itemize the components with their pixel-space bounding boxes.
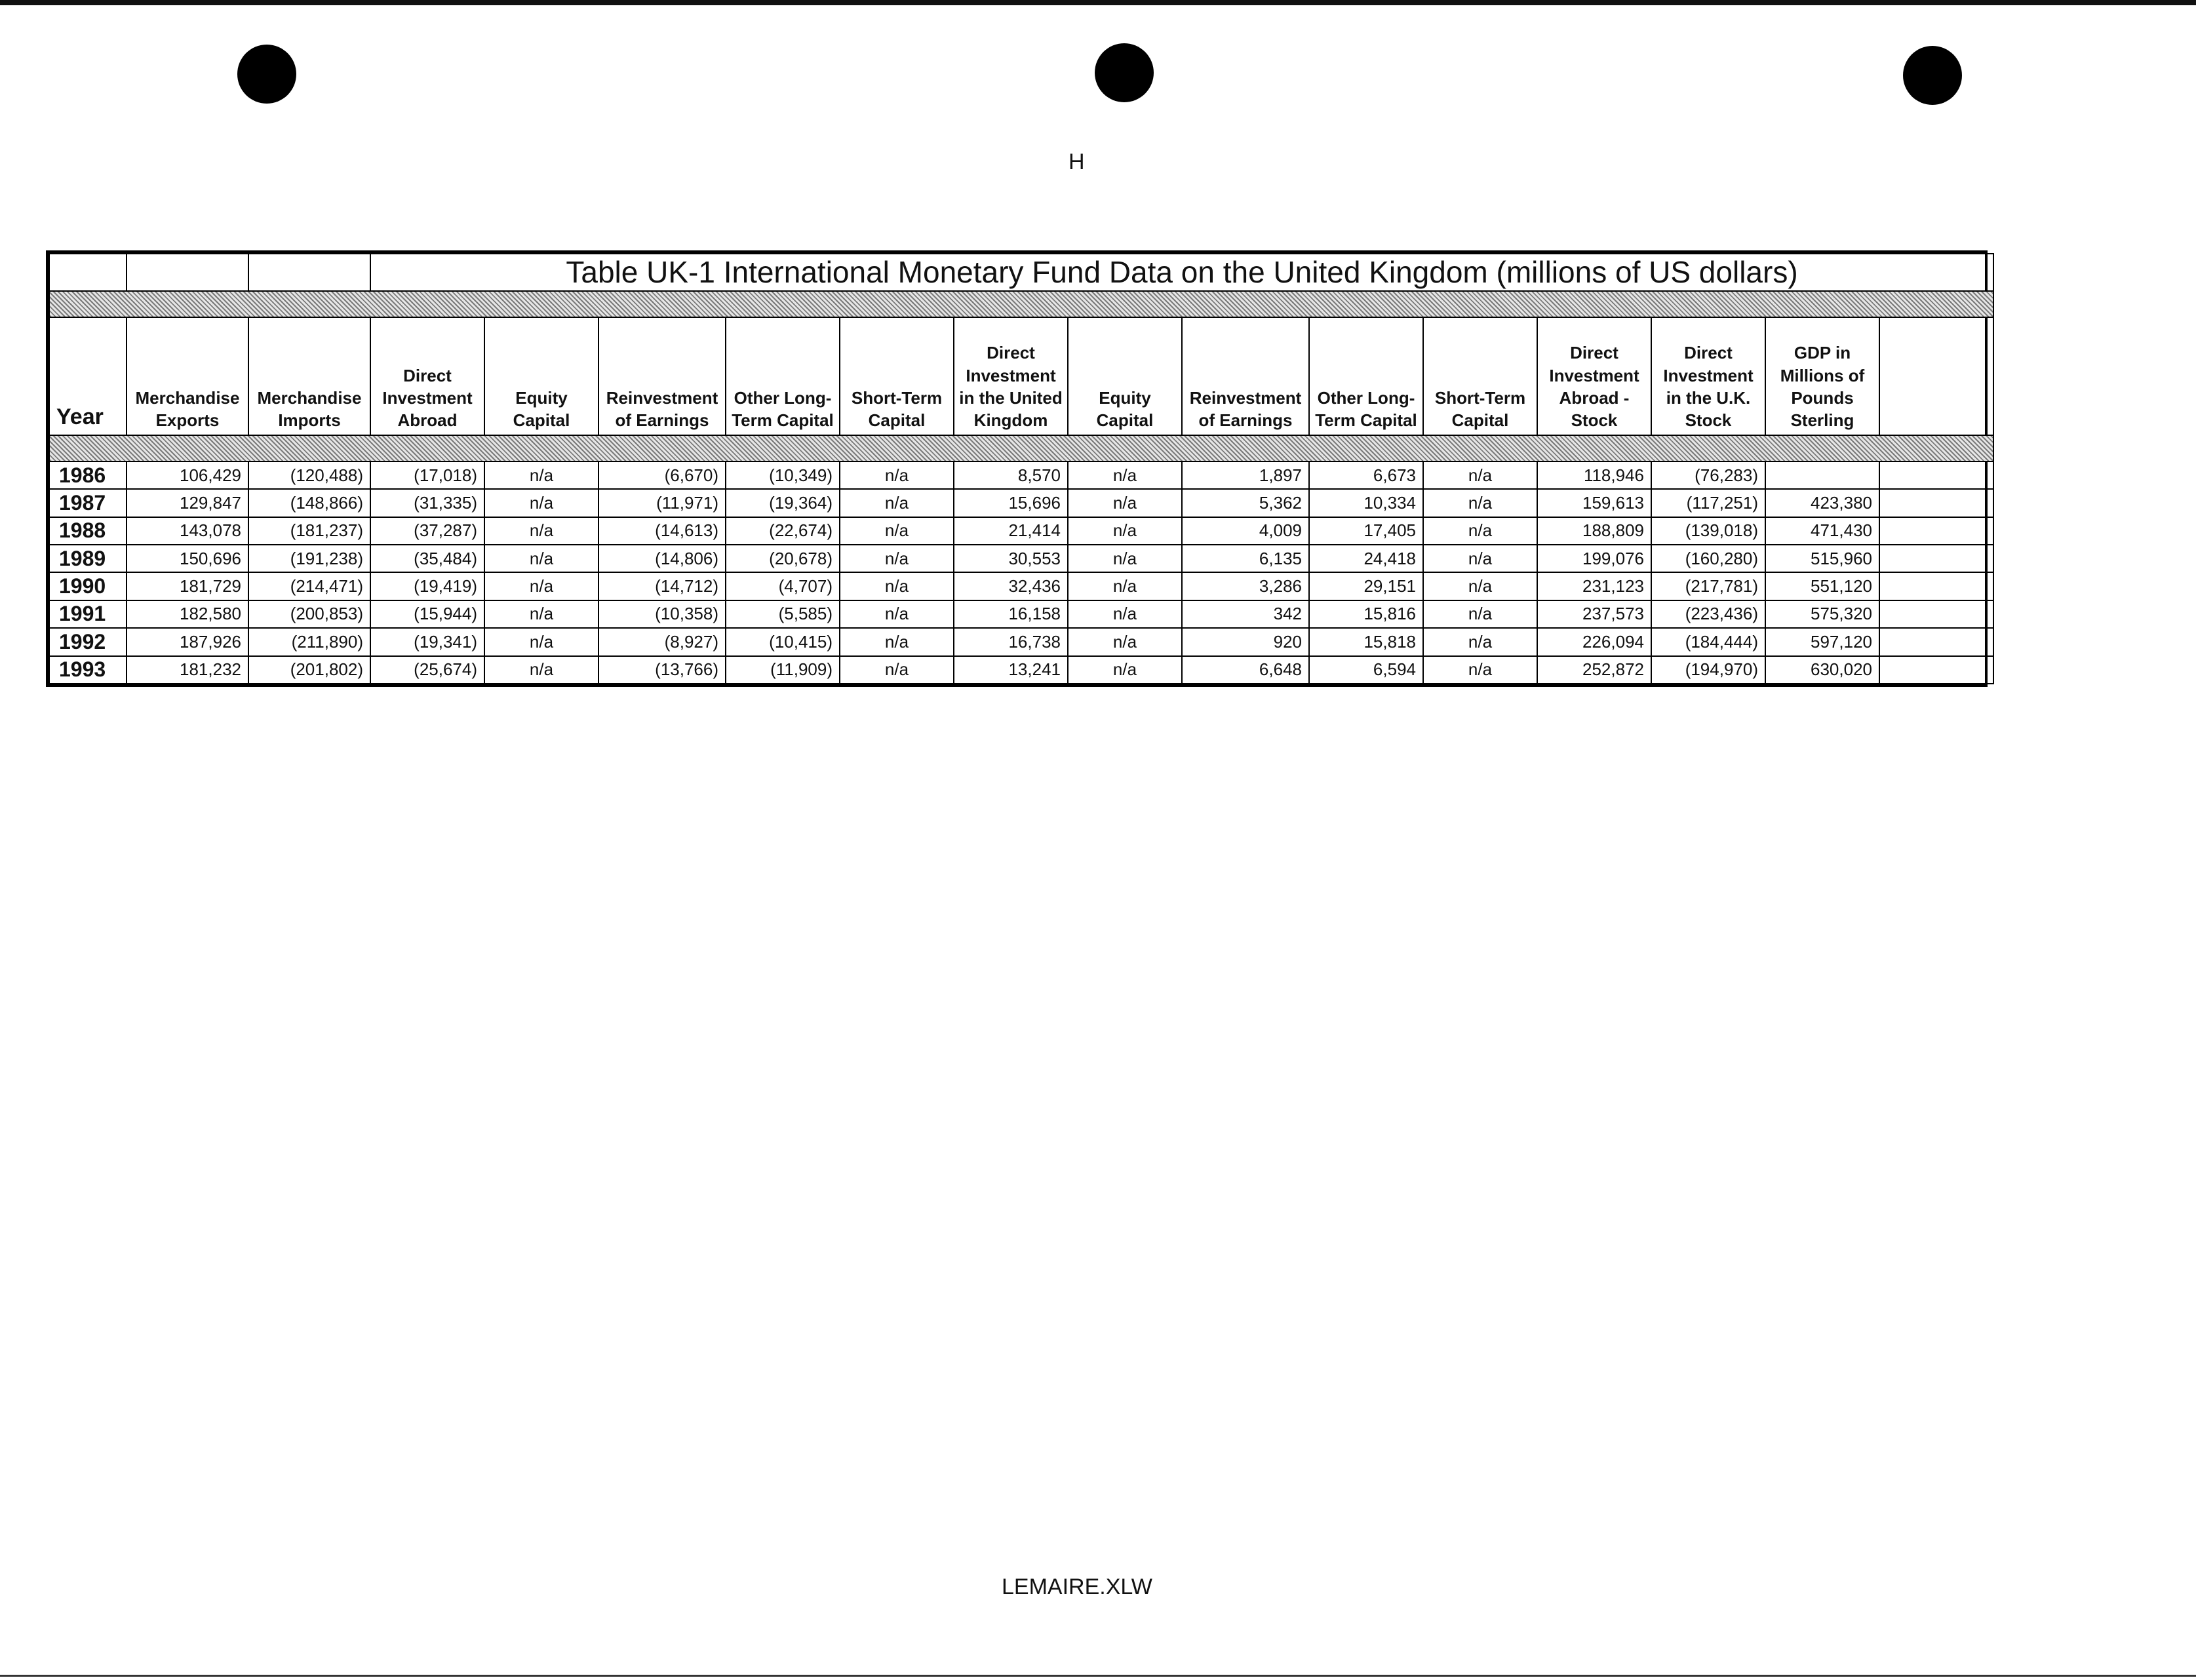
year-cell: 1991	[49, 600, 127, 628]
table-cell: 30,553	[954, 545, 1068, 572]
table-cell: (37,287)	[370, 517, 484, 545]
shaded-band-cell	[49, 291, 1993, 317]
column-header: Merchandise Exports	[127, 317, 248, 435]
table-cell: 630,020	[1765, 656, 1879, 684]
table-cell	[1879, 572, 1993, 600]
column-header: Equity Capital	[484, 317, 598, 435]
table-cell: n/a	[484, 628, 598, 655]
table-cell	[1879, 600, 1993, 628]
table-cell	[1879, 656, 1993, 684]
table-cell: (160,280)	[1651, 545, 1765, 572]
table-cell: 237,573	[1537, 600, 1651, 628]
column-header: Direct Investment Abroad	[370, 317, 484, 435]
column-header	[1879, 317, 1993, 435]
table-cell	[1879, 461, 1993, 489]
table-cell: n/a	[840, 489, 954, 517]
table-cell: (200,853)	[248, 600, 370, 628]
table-cell: 10,334	[1309, 489, 1423, 517]
table-cell: n/a	[1423, 572, 1537, 600]
year-cell: 1989	[49, 545, 127, 572]
table-cell: 16,158	[954, 600, 1068, 628]
table-row	[49, 572, 1993, 600]
table-cell: (217,781)	[1651, 572, 1765, 600]
table-cell: 15,818	[1309, 628, 1423, 655]
table-cell: 150,696	[127, 545, 248, 572]
column-header: Reinvestment of Earnings	[598, 317, 726, 435]
year-cell: 1992	[49, 628, 127, 655]
table-cell: n/a	[484, 461, 598, 489]
table-cell: 16,738	[954, 628, 1068, 655]
table-cell: 471,430	[1765, 517, 1879, 545]
table-cell: n/a	[1423, 461, 1537, 489]
table-cell: 8,570	[954, 461, 1068, 489]
table-row	[49, 461, 1993, 489]
table-cell: (10,415)	[726, 628, 840, 655]
table-cell: (19,364)	[726, 489, 840, 517]
table-cell: (120,488)	[248, 461, 370, 489]
table-cell: n/a	[840, 572, 954, 600]
table-cell: n/a	[1423, 545, 1537, 572]
table-cell: (31,335)	[370, 489, 484, 517]
table-cell: 188,809	[1537, 517, 1651, 545]
table-cell: n/a	[1068, 600, 1182, 628]
title-spacer-cell	[127, 254, 248, 291]
table-cell: 181,729	[127, 572, 248, 600]
table-cell: n/a	[1068, 545, 1182, 572]
table-cell: n/a	[840, 545, 954, 572]
table-cell: n/a	[484, 489, 598, 517]
punch-hole-right	[1903, 46, 1962, 105]
table-cell: (184,444)	[1651, 628, 1765, 655]
table-cell: (19,419)	[370, 572, 484, 600]
table-cell: (15,944)	[370, 600, 484, 628]
table-cell: 15,696	[954, 489, 1068, 517]
table-cell: 159,613	[1537, 489, 1651, 517]
table-cell: (6,670)	[598, 461, 726, 489]
table-cell: n/a	[484, 517, 598, 545]
header-row	[49, 317, 1993, 435]
shaded-band-cell	[49, 435, 1993, 461]
table-cell: (35,484)	[370, 545, 484, 572]
table-cell: 231,123	[1537, 572, 1651, 600]
table-row	[49, 489, 1993, 517]
table-cell: n/a	[1423, 600, 1537, 628]
table-cell	[1765, 461, 1879, 489]
table-cell: n/a	[840, 628, 954, 655]
punch-hole-left	[237, 45, 296, 104]
column-header: Year	[49, 317, 127, 435]
table-cell	[1879, 628, 1993, 655]
table-cell: n/a	[1068, 572, 1182, 600]
table-cell: 4,009	[1182, 517, 1309, 545]
table-cell: n/a	[484, 545, 598, 572]
table-cell: 129,847	[127, 489, 248, 517]
table-cell: (191,238)	[248, 545, 370, 572]
column-header: GDP in Millions of Pounds Sterling	[1765, 317, 1879, 435]
table-cell: n/a	[484, 656, 598, 684]
table-cell: n/a	[484, 600, 598, 628]
table-cell: (139,018)	[1651, 517, 1765, 545]
table-cell: (14,613)	[598, 517, 726, 545]
scan-edge-top	[0, 0, 2196, 5]
table-cell: 17,405	[1309, 517, 1423, 545]
shaded-band	[49, 291, 1993, 317]
shaded-band	[49, 435, 1993, 461]
table-cell: n/a	[1068, 489, 1182, 517]
table-cell: (211,890)	[248, 628, 370, 655]
table-cell: 32,436	[954, 572, 1068, 600]
table-cell: 597,120	[1765, 628, 1879, 655]
table-cell: 21,414	[954, 517, 1068, 545]
table-cell	[1879, 517, 1993, 545]
table-cell: (22,674)	[726, 517, 840, 545]
table-cell: 226,094	[1537, 628, 1651, 655]
table-cell: (5,585)	[726, 600, 840, 628]
table-cell: 29,151	[1309, 572, 1423, 600]
table-cell: (4,707)	[726, 572, 840, 600]
table-cell: n/a	[840, 600, 954, 628]
punch-hole-center	[1095, 43, 1154, 102]
column-header: Direct Investment in the United Kingdom	[954, 317, 1068, 435]
title-spacer-cell	[49, 254, 127, 291]
year-cell: 1987	[49, 489, 127, 517]
table-cell: (13,766)	[598, 656, 726, 684]
table-cell: n/a	[1423, 656, 1537, 684]
table-cell: 13,241	[954, 656, 1068, 684]
imf-data-table	[46, 250, 1988, 687]
table-cell: 143,078	[127, 517, 248, 545]
title-spacer-cell	[248, 254, 370, 291]
table-cell: 423,380	[1765, 489, 1879, 517]
table-cell: (10,349)	[726, 461, 840, 489]
table-cell: 515,960	[1765, 545, 1879, 572]
table-cell: n/a	[1068, 461, 1182, 489]
table-cell: (11,909)	[726, 656, 840, 684]
table-cell: (181,237)	[248, 517, 370, 545]
table-cell: n/a	[840, 656, 954, 684]
file-name-footer: LEMAIRE.XLW	[1002, 1574, 1152, 1599]
year-cell: 1988	[49, 517, 127, 545]
table-cell: n/a	[1068, 656, 1182, 684]
year-cell: 1993	[49, 656, 127, 684]
scan-edge-bottom	[0, 1675, 2196, 1677]
table-cell: (201,802)	[248, 656, 370, 684]
table-cell: (148,866)	[248, 489, 370, 517]
page-mark: H	[1069, 149, 1085, 174]
table-cell: 199,076	[1537, 545, 1651, 572]
table-row	[49, 656, 1993, 684]
table-cell: (194,970)	[1651, 656, 1765, 684]
column-header: Other Long-Term Capital	[1309, 317, 1423, 435]
table-row	[49, 517, 1993, 545]
table-cell: 181,232	[127, 656, 248, 684]
column-header: Direct Investment Abroad - Stock	[1537, 317, 1651, 435]
column-header: Reinvestment of Earnings	[1182, 317, 1309, 435]
table-cell: (14,712)	[598, 572, 726, 600]
table-cell: n/a	[484, 572, 598, 600]
table-cell: 1,897	[1182, 461, 1309, 489]
table-cell: n/a	[1423, 517, 1537, 545]
table-cell: (117,251)	[1651, 489, 1765, 517]
table-cell: 5,362	[1182, 489, 1309, 517]
table-row	[49, 600, 1993, 628]
column-header: Equity Capital	[1068, 317, 1182, 435]
table-cell: (223,436)	[1651, 600, 1765, 628]
table-cell: 920	[1182, 628, 1309, 655]
table-cell: 551,120	[1765, 572, 1879, 600]
table-cell: (17,018)	[370, 461, 484, 489]
year-cell: 1990	[49, 572, 127, 600]
table-cell: 182,580	[127, 600, 248, 628]
table-cell: (19,341)	[370, 628, 484, 655]
table-cell: 342	[1182, 600, 1309, 628]
column-header: Short-Term Capital	[1423, 317, 1537, 435]
year-cell: 1986	[49, 461, 127, 489]
table-cell: 6,594	[1309, 656, 1423, 684]
table-cell: 106,429	[127, 461, 248, 489]
table-cell: 252,872	[1537, 656, 1651, 684]
table-cell: 3,286	[1182, 572, 1309, 600]
column-header: Direct Investment in the U.K. Stock	[1651, 317, 1765, 435]
table-cell: n/a	[840, 461, 954, 489]
table-cell: (8,927)	[598, 628, 726, 655]
table-cell: n/a	[1068, 628, 1182, 655]
table-cell: n/a	[1068, 517, 1182, 545]
table-cell: (14,806)	[598, 545, 726, 572]
table-cell	[1879, 489, 1993, 517]
table-cell: (214,471)	[248, 572, 370, 600]
table-cell: n/a	[1423, 628, 1537, 655]
table-cell: 15,816	[1309, 600, 1423, 628]
table-cell: (10,358)	[598, 600, 726, 628]
table-cell: 187,926	[127, 628, 248, 655]
table-cell: 118,946	[1537, 461, 1651, 489]
table-cell: (76,283)	[1651, 461, 1765, 489]
column-header: Merchandise Imports	[248, 317, 370, 435]
table-cell: (25,674)	[370, 656, 484, 684]
column-header: Short-Term Capital	[840, 317, 954, 435]
table-cell: (11,971)	[598, 489, 726, 517]
table-row	[49, 545, 1993, 572]
table-cell: 6,648	[1182, 656, 1309, 684]
column-header: Other Long-Term Capital	[726, 317, 840, 435]
title-row	[49, 254, 1993, 291]
table-cell: 24,418	[1309, 545, 1423, 572]
table-cell: 575,320	[1765, 600, 1879, 628]
table-cell: 6,673	[1309, 461, 1423, 489]
table-cell: (20,678)	[726, 545, 840, 572]
table-cell: 6,135	[1182, 545, 1309, 572]
table-cell: n/a	[1423, 489, 1537, 517]
table-title: Table UK-1 International Monetary Fund Data on the United Kingdom (millions of US dollars)	[370, 254, 1993, 291]
table-cell: n/a	[840, 517, 954, 545]
table-row	[49, 628, 1993, 655]
table-cell	[1879, 545, 1993, 572]
